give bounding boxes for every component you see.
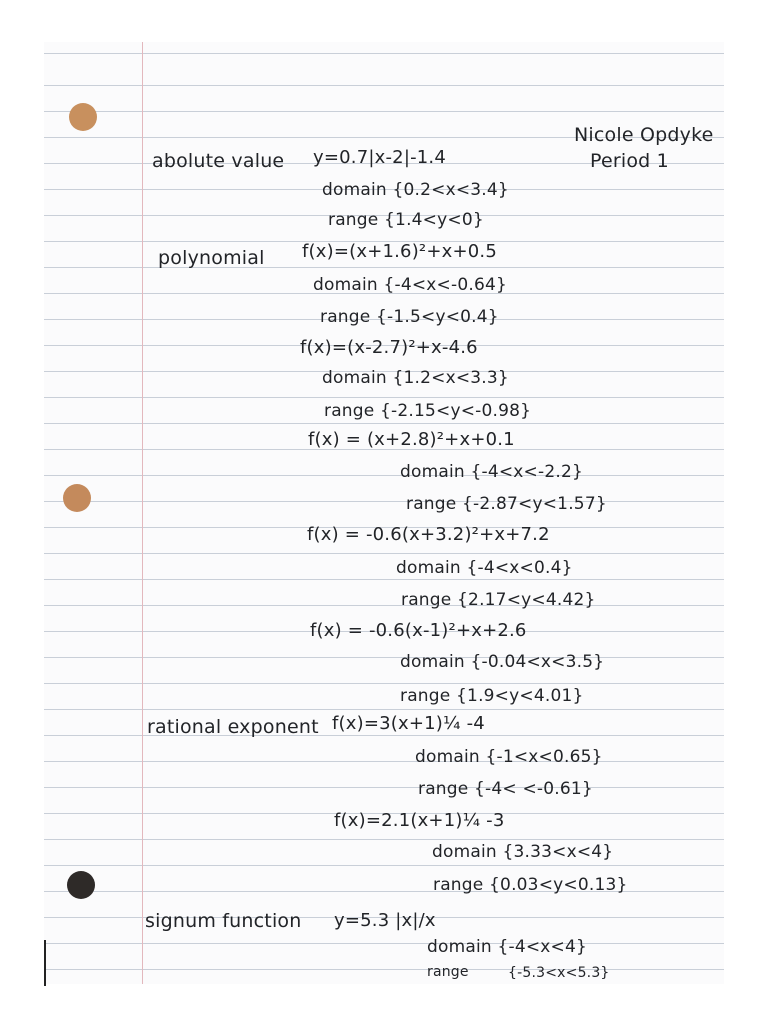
domain-text: domain {-4<x<0.4}: [396, 558, 573, 578]
equation: y=5.3 |x|/x: [334, 910, 436, 931]
range-text: range {2.17<y<4.42}: [401, 590, 596, 610]
section-label-polynomial: polynomial: [158, 247, 265, 269]
range-text: range {0.03<y<0.13}: [433, 875, 628, 895]
equation: f(x) = -0.6(x+3.2)²+x+7.2: [307, 524, 550, 545]
equation: f(x)=(x-2.7)²+x-4.6: [300, 337, 478, 358]
binder-hole-middle: [63, 484, 91, 512]
binder-hole-top: [69, 103, 97, 131]
range-text: range {1.4<y<0}: [328, 210, 484, 230]
domain-text: domain {-4<x<-0.64}: [313, 275, 507, 295]
domain-text: domain {1.2<x<3.3}: [322, 368, 509, 388]
page-edge-mark: [44, 940, 46, 986]
domain-text: domain {-1<x<0.65}: [415, 747, 603, 767]
domain-text: domain {-4<x<-2.2}: [400, 462, 583, 482]
section-label-signum-function: signum function: [145, 910, 302, 932]
domain-text: domain {0.2<x<3.4}: [322, 180, 509, 200]
student-name: Nicole Opdyke: [574, 124, 714, 146]
section-label-absolute-value: abolute value: [152, 150, 285, 172]
range-value: {-5.3<x<5.3}: [508, 965, 610, 981]
domain-text: domain {-4<x<4}: [427, 937, 588, 957]
equation: f(x)=(x+1.6)²+x+0.5: [302, 241, 497, 262]
domain-text: domain {3.33<x<4}: [432, 842, 614, 862]
margin-line: [142, 42, 143, 984]
range-text: range {-2.15<y<-0.98}: [324, 401, 532, 421]
equation: f(x)=2.1(x+1)¼ -3: [334, 810, 505, 831]
equation: f(x)=3(x+1)¼ -4: [332, 713, 485, 734]
range-text: range {-4< <-0.61}: [418, 779, 593, 799]
section-label-rational-exponent: rational exponent: [147, 716, 319, 738]
domain-text: domain {-0.04<x<3.5}: [400, 652, 605, 672]
range-text: range {-2.87<y<1.57}: [406, 494, 607, 514]
class-period: Period 1: [590, 150, 669, 172]
equation: f(x) = (x+2.8)²+x+0.1: [308, 429, 515, 450]
equation: y=0.7|x-2|-1.4: [313, 147, 447, 168]
range-label: range: [427, 964, 469, 980]
range-text: range {-1.5<y<0.4}: [320, 307, 499, 327]
equation: f(x) = -0.6(x-1)²+x+2.6: [310, 620, 527, 641]
range-text: range {1.9<y<4.01}: [400, 686, 584, 706]
binder-hole-bottom: [67, 871, 95, 899]
